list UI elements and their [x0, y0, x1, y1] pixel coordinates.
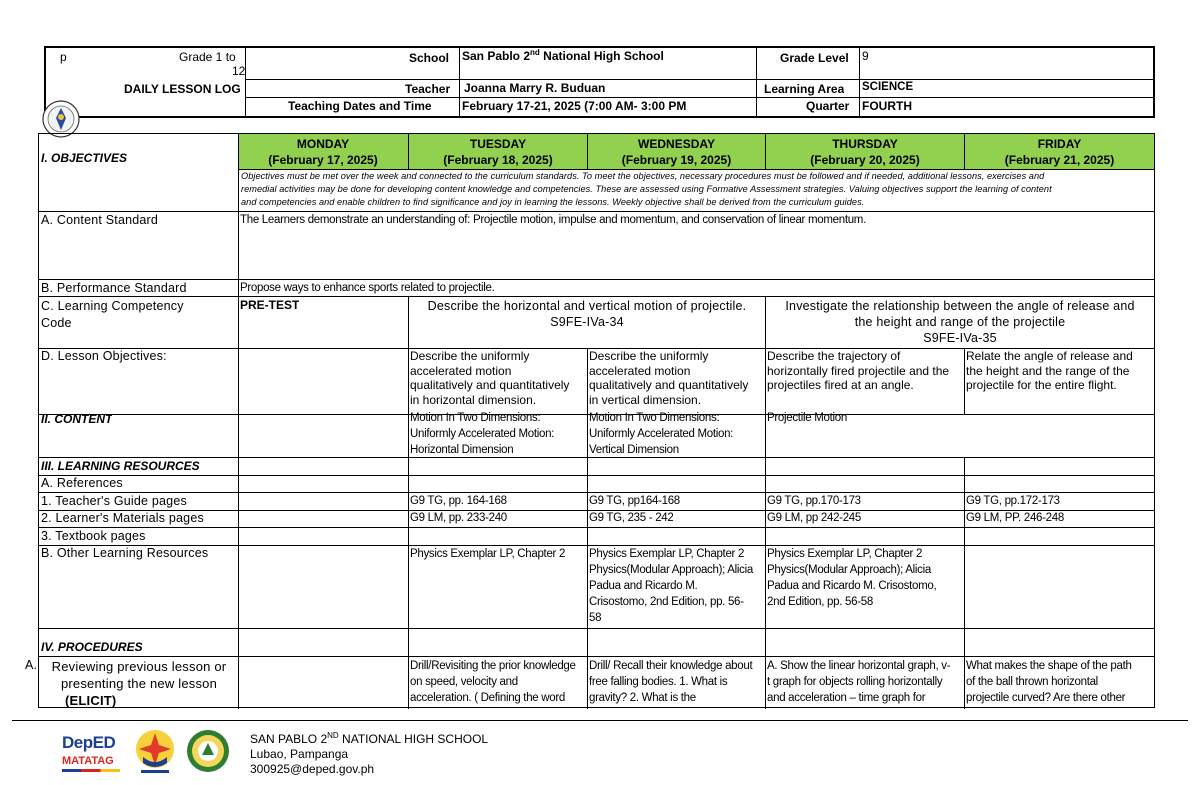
learning-resources-heading: III. LEARNING RESOURCES [41, 459, 200, 473]
lm-wed: G9 TG, 235 - 242 [589, 512, 674, 524]
learners-materials-label: 2. Learner's Materials pages [41, 511, 204, 525]
textbook-label: 3. Textbook pages [41, 529, 146, 543]
teacher-name: Joanna Marry R. Buduan [464, 81, 606, 95]
grade-level-value: 9 [862, 49, 869, 63]
tg-wed: G9 TG, pp164-168 [589, 495, 680, 507]
procedure-a-fri: What makes the shape of the path of the ball thrown horizontal projectile curved? Are there other [966, 660, 1132, 704]
lesson-objectives-label: D. Lesson Objectives: [41, 349, 167, 363]
bagong-pilipinas-logo [133, 727, 177, 775]
objectives-note: Objectives must be met over the week and connected to the curriculum standards. To meet the objectives, necessary procedures must be followed and if needed, additional lessons, exercises and remedial activities may be done for developing content knowledge and competencies. These are assessed using Formative Assessment strategies. Valuing objectives support the learning of content and competencies and enable children to find significance and joy in learning the lessons. Weekly objective shall be derived from the curriculum guides. [241, 171, 1052, 207]
pretest-label: PRE-TEST [240, 298, 300, 312]
day-header-monday: MONDAY (February 17, 2025) [268, 137, 378, 167]
footer-address: Lubao, Pampanga [250, 747, 349, 761]
content-tue: Motion In Two Dimensions: Uniformly Accelerated Motion: Horizontal Dimension [410, 412, 555, 456]
dll-title: DAILY LESSON LOG [124, 82, 241, 96]
tg-tue: G9 TG, pp. 164-168 [410, 495, 507, 507]
day-header-friday: FRIDAY (February 21, 2025) [1004, 137, 1115, 167]
procedure-a-wed: Drill/ Recall their knowledge about free falling bodies. 1. What is gravity? 2. What is the [589, 660, 753, 704]
lesson-objective-thu: Describe the trajectory of horizontally fired projectile and the projectiles fired at an angle. [767, 349, 950, 392]
other-resources-label: B. Other Learning Resources [41, 546, 209, 560]
performance-standard-label: B. Performance Standard [41, 281, 187, 295]
day-header-wednesday: WEDNESDAY (February 19, 2025) [621, 137, 732, 167]
footer-email[interactable]: 300925@deped.gov.ph [250, 762, 375, 776]
tg-thu: G9 TG, pp.170-173 [767, 495, 861, 507]
content-standard-text: The Learners demonstrate an understanding of: Projectile motion, impulse and momentum, and conservation of linear momentum. [240, 214, 866, 226]
dates-value: February 17-21, 2025 (7:00 AM- 3:00 PM [462, 99, 687, 113]
procedure-a-thu: A. Show the linear horizontal graph, v- t graph for objects rolling horizontally and acceleration – time graph for [767, 660, 951, 704]
grade-label-2: 12 [232, 64, 246, 78]
performance-standard-text: Propose ways to enhance sports related to projectile. [240, 282, 495, 294]
competency-tue-wed: Describe the horizontal and vertical motion of projectile. S9FE-IVa-34 [427, 299, 747, 329]
deped-matatag-logo [62, 734, 122, 774]
learning-area-value: SCIENCE [862, 81, 914, 93]
content-wed: Motion In Two Dimensions: Uniformly Accelerated Motion: Vertical Dimension [589, 412, 734, 456]
procedure-a-letter: A. [25, 658, 38, 672]
deped-wordmark: DepED [62, 733, 116, 752]
lm-thu: G9 LM, pp 242-245 [767, 512, 861, 524]
quarter-label: Quarter [806, 99, 850, 113]
header-block [44, 46, 1155, 118]
grade-label: Grade 1 to [179, 50, 236, 64]
lesson-objective-tue: Describe the uniformly accelerated motion qualitatively and quantitatively in horizontal dimension. [410, 349, 570, 407]
procedures-heading: IV. PROCEDURES [41, 640, 143, 654]
content-thu: Projectile Motion [767, 412, 847, 424]
content-heading: II. CONTENT [41, 412, 113, 426]
tg-fri: G9 TG, pp.172-173 [966, 495, 1060, 507]
objectives-heading: I. OBJECTIVES [41, 151, 128, 165]
school-name: San Pablo 2nd National High School [462, 49, 664, 63]
lesson-objective-wed: Describe the uniformly accelerated motion qualitatively and quantitatively in vertical dimension. [589, 349, 749, 407]
quarter-value: FOURTH [862, 99, 912, 113]
lesson-objective-fri: Relate the angle of release and the height and the range of the projectile for the entire flight. [966, 349, 1133, 392]
references-label: A. References [41, 476, 123, 490]
other-thu: Physics Exemplar LP, Chapter 2 Physics(Modular Approach); Alicia Padua and Ricardo M. Crisostomo, 2nd Edition, pp. 56-58 [767, 548, 937, 608]
header-p: p [60, 50, 67, 64]
dates-label: Teaching Dates and Time [288, 99, 432, 113]
learning-area-label: Learning Area [764, 82, 845, 96]
day-header-tuesday: TUESDAY (February 18, 2025) [443, 137, 553, 167]
teacher-label: Teacher [405, 82, 451, 96]
other-wed: Physics Exemplar LP, Chapter 2 Physics(Modular Approach); Alicia Padua and Ricardo M. Crisostomo, 2nd Edition, pp. 56- 58 [589, 548, 753, 624]
footer-school-name: SAN PABLO 2ND NATIONAL HIGH SCHOOL [250, 731, 489, 746]
lm-fri: G9 LM, PP. 246-248 [966, 512, 1064, 524]
school-label: School [409, 51, 450, 65]
learning-competency-label: C. Learning Competency Code [41, 299, 184, 330]
day-header-thursday: THURSDAY (February 20, 2025) [810, 137, 920, 167]
lm-tue: G9 LM, pp. 233-240 [410, 512, 507, 524]
school-seal-logo [186, 729, 230, 773]
other-tue: Physics Exemplar LP, Chapter 2 [410, 548, 566, 560]
competency-thu-fri: Investigate the relationship between the angle of release and the height and range of the projectile S9FE-IVa-35 [785, 299, 1135, 345]
content-standard-label: A. Content Standard [41, 213, 159, 227]
procedure-a-tue: Drill/Revisiting the prior knowledge on speed, velocity and acceleration. ( Defining the word [410, 660, 576, 704]
grade-level-label: Grade Level [780, 51, 849, 65]
matatag-wordmark: MATATAG [62, 755, 114, 767]
lesson-log-table [25, 133, 1155, 708]
teachers-guide-label: 1. Teacher's Guide pages [41, 494, 187, 508]
footer-contact [250, 732, 488, 777]
footer-divider [12, 720, 1188, 721]
procedure-a-label: Reviewing previous lesson or presenting the new lesson (ELICIT) [51, 659, 227, 708]
